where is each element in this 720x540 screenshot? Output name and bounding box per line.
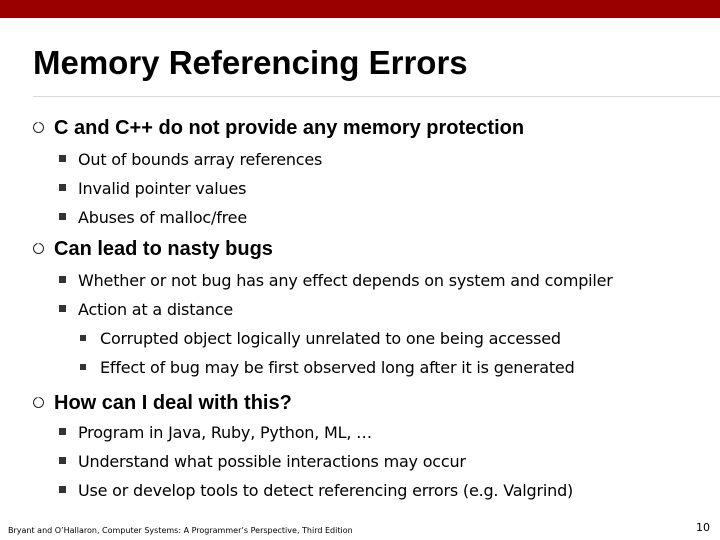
square-bullet-icon — [59, 457, 66, 464]
bullet-1-text: C and C++ do not provide any memory protection — [54, 117, 525, 139]
slide-title: Memory Referencing Errors — [33, 44, 468, 81]
square-bullet-icon — [80, 364, 86, 370]
square-bullet-icon — [80, 335, 86, 341]
circle-bullet-icon — [33, 397, 44, 408]
circle-bullet-icon — [33, 122, 44, 133]
sub-sub-bullet-text: Corrupted object logically unrelated to one being accessed — [100, 329, 561, 348]
square-bullet-icon — [59, 184, 66, 191]
sub-bullet-text: Action at a distance — [78, 300, 234, 319]
square-bullet-icon — [59, 428, 66, 435]
top-accent-bar — [0, 0, 720, 18]
sub-bullet-text: Understand what possible interactions may occur — [78, 452, 466, 471]
sub-bullet-text: Abuses of malloc/free — [78, 208, 247, 227]
square-bullet-icon — [59, 305, 66, 312]
page-number: 10 — [696, 521, 710, 534]
sub-sub-bullet-text: Effect of bug may be first observed long after it is generated — [100, 358, 575, 377]
bullet-3-text: How can I deal with this? — [54, 392, 292, 414]
square-bullet-icon — [59, 486, 66, 493]
sub-bullet-text: Whether or not bug has any effect depends on system and compiler — [78, 271, 613, 290]
title-divider — [33, 96, 720, 97]
footer-citation: Bryant and O’Hallaron, Computer Systems: A Programmer’s Perspective, Third Edition — [8, 526, 353, 535]
square-bullet-icon — [59, 213, 66, 220]
circle-bullet-icon — [33, 243, 44, 254]
square-bullet-icon — [59, 155, 66, 162]
bullet-2-text: Can lead to nasty bugs — [54, 238, 273, 260]
sub-bullet-text: Use or develop tools to detect referencing errors (e.g. Valgrind) — [78, 481, 574, 500]
sub-bullet-text: Out of bounds array references — [78, 150, 323, 169]
sub-bullet-text: Program in Java, Ruby, Python, ML, … — [78, 423, 372, 442]
square-bullet-icon — [59, 276, 66, 283]
sub-bullet-text: Invalid pointer values — [78, 179, 247, 198]
